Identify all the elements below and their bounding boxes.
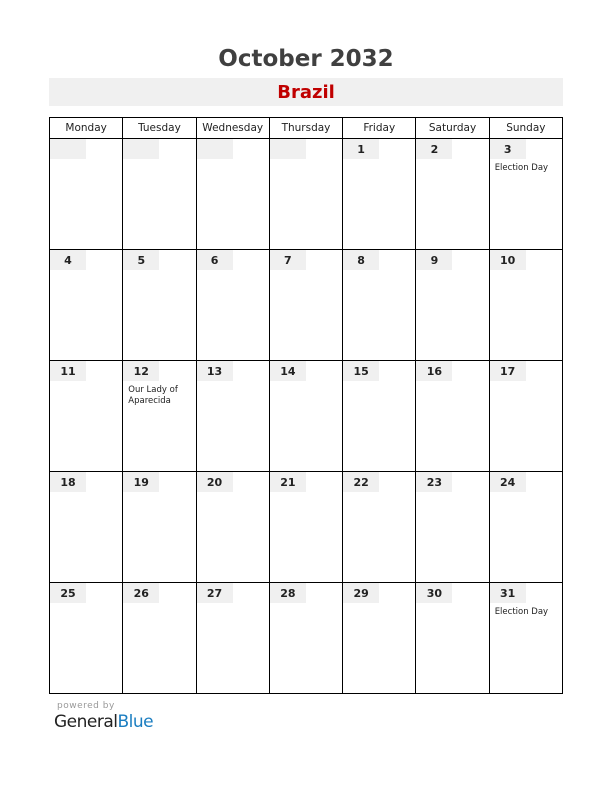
holiday-label: Election Day xyxy=(494,163,549,173)
day-number: 18 xyxy=(50,472,86,492)
day-number: 19 xyxy=(123,472,159,492)
day-cell[interactable] xyxy=(489,250,562,361)
weekday-header: Wednesday xyxy=(196,118,269,139)
day-number: 3 xyxy=(490,139,526,159)
day-number: 6 xyxy=(197,250,233,270)
day-cell[interactable] xyxy=(196,139,269,250)
day-number xyxy=(123,139,159,159)
country-name: Brazil xyxy=(277,82,335,103)
day-cell[interactable] xyxy=(269,139,342,250)
day-cell[interactable] xyxy=(269,250,342,361)
day-number: 7 xyxy=(270,250,306,270)
day-number xyxy=(270,139,306,159)
day-cell[interactable] xyxy=(123,361,196,472)
day-cell[interactable] xyxy=(123,139,196,250)
day-cell[interactable] xyxy=(123,472,196,583)
day-cell[interactable] xyxy=(50,583,123,694)
weekday-header: Sunday xyxy=(489,118,562,139)
day-cell[interactable] xyxy=(269,361,342,472)
day-cell[interactable] xyxy=(416,583,489,694)
day-cell[interactable] xyxy=(196,583,269,694)
day-number: 20 xyxy=(197,472,233,492)
logo-general: General xyxy=(54,712,118,732)
weekday-header: Friday xyxy=(343,118,416,139)
day-number: 27 xyxy=(197,583,233,603)
day-number: 24 xyxy=(490,472,526,492)
day-cell[interactable] xyxy=(489,583,562,694)
day-cell[interactable] xyxy=(123,250,196,361)
day-number xyxy=(197,139,233,159)
day-cell[interactable] xyxy=(343,139,416,250)
day-number: 30 xyxy=(416,583,452,603)
day-number: 26 xyxy=(123,583,159,603)
day-number: 23 xyxy=(416,472,452,492)
day-number: 2 xyxy=(416,139,452,159)
day-number: 28 xyxy=(270,583,306,603)
holiday-label: Election Day xyxy=(494,607,549,617)
day-cell[interactable] xyxy=(489,139,562,250)
day-number: 13 xyxy=(197,361,233,381)
day-cell[interactable] xyxy=(416,472,489,583)
day-number: 12 xyxy=(123,361,159,381)
day-cell[interactable] xyxy=(343,250,416,361)
calendar-grid xyxy=(49,117,563,694)
weekday-header: Monday xyxy=(50,118,123,139)
day-number: 14 xyxy=(270,361,306,381)
day-number: 29 xyxy=(343,583,379,603)
week-row xyxy=(50,583,563,694)
day-cell[interactable] xyxy=(343,472,416,583)
logo-blue: Blue xyxy=(117,712,154,732)
day-number: 8 xyxy=(343,250,379,270)
day-number: 31 xyxy=(490,583,526,603)
week-row xyxy=(50,250,563,361)
day-number: 10 xyxy=(490,250,526,270)
day-cell[interactable] xyxy=(343,361,416,472)
day-number: 15 xyxy=(343,361,379,381)
day-cell[interactable] xyxy=(489,361,562,472)
day-number: 1 xyxy=(343,139,379,159)
day-number: 21 xyxy=(270,472,306,492)
day-number: 22 xyxy=(343,472,379,492)
day-cell[interactable] xyxy=(196,472,269,583)
weekday-header: Thursday xyxy=(269,118,342,139)
day-number: 9 xyxy=(416,250,452,270)
weekday-header: Tuesday xyxy=(123,118,196,139)
day-number: 11 xyxy=(50,361,86,381)
day-cell[interactable] xyxy=(196,361,269,472)
powered-by-label: powered by xyxy=(57,701,115,711)
weekday-header-row xyxy=(50,118,563,139)
day-number: 4 xyxy=(50,250,86,270)
generalblue-logo[interactable] xyxy=(54,712,153,732)
day-cell[interactable] xyxy=(50,250,123,361)
day-cell[interactable] xyxy=(50,139,123,250)
day-cell[interactable] xyxy=(416,361,489,472)
weekday-header: Saturday xyxy=(416,118,489,139)
day-cell[interactable] xyxy=(196,250,269,361)
week-row xyxy=(50,361,563,472)
day-number: 16 xyxy=(416,361,452,381)
holiday-label: Our Lady of Aparecida xyxy=(128,385,178,406)
day-cell[interactable] xyxy=(50,361,123,472)
day-cell[interactable] xyxy=(416,139,489,250)
day-cell[interactable] xyxy=(269,583,342,694)
day-cell[interactable] xyxy=(343,583,416,694)
country-banner xyxy=(49,78,563,106)
day-cell[interactable] xyxy=(489,472,562,583)
day-number: 25 xyxy=(50,583,86,603)
day-number: 5 xyxy=(123,250,159,270)
day-cell[interactable] xyxy=(416,250,489,361)
day-cell[interactable] xyxy=(123,583,196,694)
day-cell[interactable] xyxy=(50,472,123,583)
day-number: 17 xyxy=(490,361,526,381)
day-cell[interactable] xyxy=(269,472,342,583)
week-row xyxy=(50,472,563,583)
week-row xyxy=(50,139,563,250)
page-title: October 2032 xyxy=(218,46,394,72)
day-number xyxy=(50,139,86,159)
